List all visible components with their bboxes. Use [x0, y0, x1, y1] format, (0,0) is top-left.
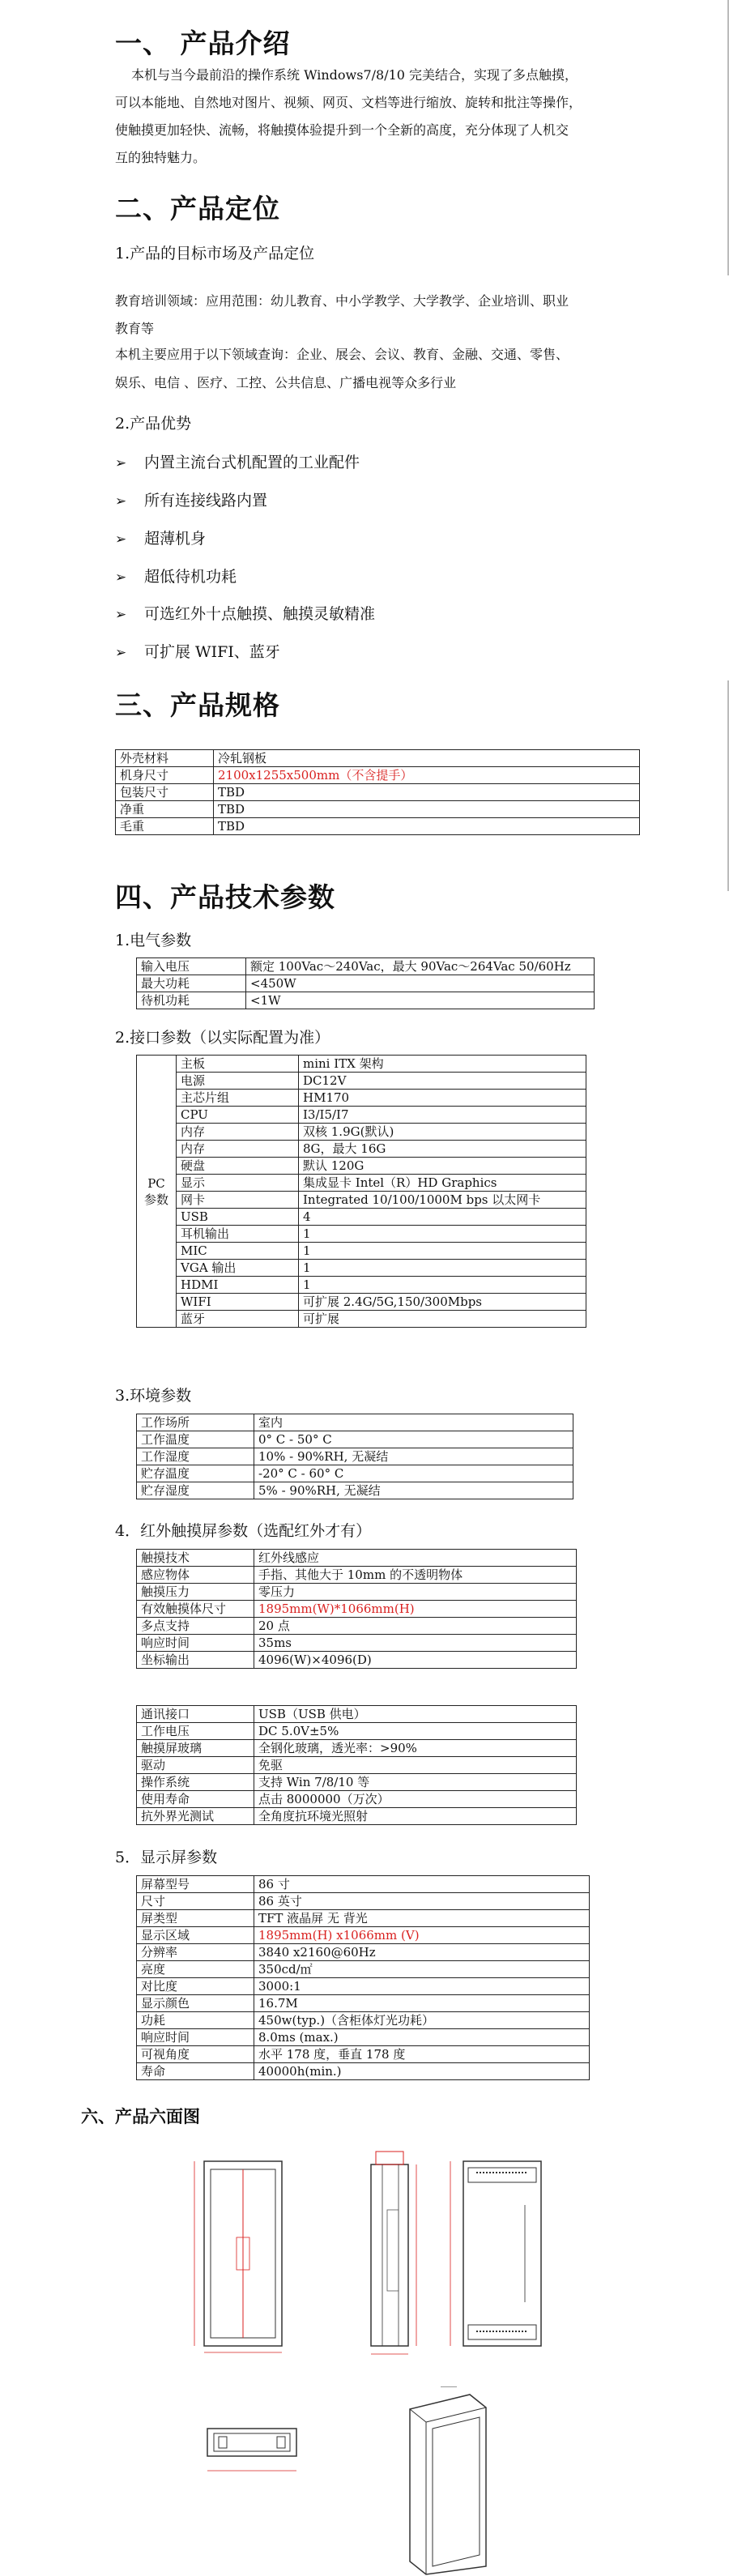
spec-value: 450w(typ.)（含柜体灯光功耗）	[254, 2012, 590, 2029]
spec-key: 工作温度	[137, 1431, 254, 1448]
arrow-bullet-icon: ➢	[115, 569, 127, 586]
spec-key: 耳机输出	[177, 1226, 299, 1243]
table-row	[137, 975, 595, 992]
table-row	[137, 1584, 577, 1601]
spec-key: 贮存温度	[137, 1465, 254, 1482]
table-row	[137, 1056, 586, 1073]
spec-key: 响应时间	[137, 1635, 254, 1652]
spec-value: 5% - 90%RH, 无凝结	[254, 1482, 573, 1499]
spec-key: MIC	[177, 1243, 299, 1260]
touch-table-2	[136, 1705, 577, 1825]
spec-value: 86 英寸	[254, 1893, 590, 1910]
spec-key: 机身尺寸	[116, 767, 214, 784]
table-row	[116, 801, 640, 818]
spec-value: 1	[299, 1260, 586, 1277]
spec-key: 输入电压	[137, 958, 246, 975]
spec-value: 1895mm(H) x1066mm (V)	[254, 1927, 590, 1944]
table-row	[137, 1124, 586, 1141]
spec-value: 支持 Win 7/8/10 等	[254, 1774, 577, 1791]
spec-key: 毛重	[116, 818, 214, 835]
arrow-bullet-icon: ➢	[115, 645, 127, 661]
spec-key: 待机功耗	[137, 992, 246, 1009]
table-row	[137, 1209, 586, 1226]
spec-key: 显示	[177, 1175, 299, 1192]
table-row	[137, 1808, 577, 1825]
spec-value: TBD	[214, 784, 640, 801]
spec-key: 贮存湿度	[137, 1482, 254, 1499]
table-row	[137, 1652, 577, 1669]
table-row	[137, 1893, 590, 1910]
spec-key: 外壳材料	[116, 750, 214, 767]
spec-value: <450W	[246, 975, 595, 992]
table-row	[137, 1141, 586, 1158]
table-row	[116, 750, 640, 767]
table-row	[137, 1978, 590, 1995]
market-line-3: 本机主要应用于以下领域查询：企业、展会、会议、教育、金融、交通、零售、	[115, 347, 569, 362]
spec-value: 10% - 90%RH, 无凝结	[254, 1448, 573, 1465]
electrical-table	[136, 957, 595, 1009]
table-row	[137, 1723, 577, 1740]
intro-line-4: 互的独特魅力。	[115, 150, 207, 165]
spec-value: DC12V	[299, 1073, 586, 1090]
intro-line-3: 使触摸更加轻快、流畅，将触摸体验提升到一个全新的高度，充分体现了人机交	[115, 122, 569, 138]
spec-key: 亮度	[137, 1961, 254, 1978]
spec-value: 1	[299, 1277, 586, 1294]
table-row	[137, 1107, 586, 1124]
sub-title-advantages: 2.产品优势	[115, 415, 192, 433]
table-row	[137, 1961, 590, 1978]
spec-key: 触摸技术	[137, 1550, 254, 1567]
spec-key: 屏幕型号	[137, 1876, 254, 1893]
spec-value: 全角度抗环境光照射	[254, 1808, 577, 1825]
spec-key: 工作湿度	[137, 1448, 254, 1465]
back-view-drawing	[444, 2156, 549, 2359]
spec-key: 电源	[177, 1073, 299, 1090]
advantage-item: ➢ 内置主流台式机配置的工业配件	[115, 454, 360, 471]
table-row	[137, 958, 595, 975]
spec-value: TBD	[214, 801, 640, 818]
table-row	[137, 1601, 577, 1618]
section-title-specs: 三、产品规格	[115, 689, 280, 721]
section-title-views: 六、产品六面图	[81, 2107, 200, 2126]
table-row	[137, 1294, 586, 1311]
spec-value: 点击 8000000（万次）	[254, 1791, 577, 1808]
table-row	[137, 1090, 586, 1107]
spec-key: 净重	[116, 801, 214, 818]
spec-key: WIFI	[177, 1294, 299, 1311]
spec-value: 1895mm(W)*1066mm(H)	[254, 1601, 577, 1618]
spec-key: 响应时间	[137, 2029, 254, 2046]
market-line-4: 娱乐、电信 、医疗、工控、公共信息、广播电视等众多行业	[115, 375, 457, 390]
spec-value: 40000h(min.)	[254, 2063, 590, 2080]
spec-value: 可扩展	[299, 1311, 586, 1328]
spec-value: 额定 100Vac～240Vac，最大 90Vac～264Vac 50/60Hz	[246, 958, 595, 975]
market-line-1: 教育培训领域：应用范围：幼儿教育、中小学教学、大学教学、企业培训、职业	[115, 293, 569, 309]
table-row	[137, 1757, 577, 1774]
spec-key: 有效触摸体尺寸	[137, 1601, 254, 1618]
table-row	[137, 1073, 586, 1090]
spec-key: 多点支持	[137, 1618, 254, 1635]
spec-value: 集成显卡 Intel（R）HD Graphics	[299, 1175, 586, 1192]
table-row	[137, 1944, 590, 1961]
table-row	[116, 784, 640, 801]
section-title-intro: 一、 产品介绍	[115, 28, 291, 59]
table-row	[137, 1192, 586, 1209]
arrow-bullet-icon: ➢	[115, 607, 127, 623]
sub-title-electrical: 1.电气参数	[115, 932, 192, 949]
spec-value: <1W	[246, 992, 595, 1009]
spec-key: 网卡	[177, 1192, 299, 1209]
spec-value: 免驱	[254, 1757, 577, 1774]
table-row	[116, 818, 640, 835]
spec-value: 8.0ms (max.)	[254, 2029, 590, 2046]
table-row	[137, 1277, 586, 1294]
table-row	[137, 1465, 573, 1482]
spec-key: HDMI	[177, 1277, 299, 1294]
spec-key: 最大功耗	[137, 975, 246, 992]
spec-key: USB	[177, 1209, 299, 1226]
spec-value: DC 5.0V±5%	[254, 1723, 577, 1740]
spec-key: 包装尺寸	[116, 784, 214, 801]
section-title-technical: 四、产品技术参数	[115, 881, 335, 913]
spec-key: 触摸屏玻璃	[137, 1740, 254, 1757]
spec-value: 4	[299, 1209, 586, 1226]
spec-key: 硬盘	[177, 1158, 299, 1175]
ports-table	[136, 1055, 586, 1328]
table-row	[137, 1175, 586, 1192]
spec-value: 水平 178 度，垂直 178 度	[254, 2046, 590, 2063]
spec-value: 双核 1.9G(默认)	[299, 1124, 586, 1141]
spec-value: 可扩展 2.4G/5G,150/300Mbps	[299, 1294, 586, 1311]
advantage-item: ➢ 可扩展 WIFI、蓝牙	[115, 643, 280, 661]
table-row	[137, 1414, 573, 1431]
spec-value: 16.7M	[254, 1995, 590, 2012]
spec-value: Integrated 10/100/1000M bps 以太网卡	[299, 1192, 586, 1209]
spec-key: 抗外界光测试	[137, 1808, 254, 1825]
spec-key: 主板	[177, 1056, 299, 1073]
spec-value: 3000:1	[254, 1978, 590, 1995]
spec-key: 蓝牙	[177, 1311, 299, 1328]
table-row	[137, 1740, 577, 1757]
table-row	[137, 1876, 590, 1893]
spec-key: 寿命	[137, 2063, 254, 2080]
sub-title-display: 5．显示屏参数	[115, 1849, 218, 1866]
arrow-bullet-icon: ➢	[115, 493, 127, 510]
spec-key: 对比度	[137, 1978, 254, 1995]
table-row	[116, 767, 640, 784]
top-view-drawing	[202, 2420, 308, 2485]
spec-value: USB（USB 供电）	[254, 1706, 577, 1723]
table-row	[137, 1550, 577, 1567]
intro-line-1: 本机与当今最前沿的操作系统 Windows7/8/10 完美结合，实现了多点触摸，	[131, 67, 578, 83]
table-row	[137, 2012, 590, 2029]
table-row	[137, 1910, 590, 1927]
spec-table	[115, 749, 640, 835]
spec-key: CPU	[177, 1107, 299, 1124]
front-view-drawing	[188, 2156, 293, 2359]
spec-value: 86 寸	[254, 1876, 590, 1893]
spec-key: VGA 输出	[177, 1260, 299, 1277]
table-row	[137, 1243, 586, 1260]
spec-value: 室内	[254, 1414, 573, 1431]
display-table	[136, 1875, 590, 2080]
spec-value: mini ITX 架构	[299, 1056, 586, 1073]
market-line-2: 教育等	[115, 321, 155, 336]
spec-value: 默认 120G	[299, 1158, 586, 1175]
table-row	[137, 1431, 573, 1448]
environment-table	[136, 1414, 573, 1499]
table-row	[137, 2046, 590, 2063]
table-row	[137, 2063, 590, 2080]
spec-key: 功耗	[137, 2012, 254, 2029]
spec-value: 手指、其他大于 10mm 的不透明物体	[254, 1567, 577, 1584]
spec-value: 350cd/㎡	[254, 1961, 590, 1978]
spec-key: 分辨率	[137, 1944, 254, 1961]
sub-title-market: 1.产品的目标市场及产品定位	[115, 245, 315, 262]
table-row	[137, 1311, 586, 1328]
spec-key: 主芯片组	[177, 1090, 299, 1107]
spec-key: 感应物体	[137, 1567, 254, 1584]
spec-key: 使用寿命	[137, 1791, 254, 1808]
spec-value: 红外线感应	[254, 1550, 577, 1567]
sub-title-touch: 4．红外触摸屏参数（选配红外才有）	[115, 1522, 372, 1540]
section-title-positioning: 二、产品定位	[115, 193, 280, 224]
spec-key: 内存	[177, 1141, 299, 1158]
spec-value: 20 点	[254, 1618, 577, 1635]
table-row	[137, 1791, 577, 1808]
intro-line-2: 可以本能地、自然地对图片、视频、网页、文档等进行缩放、旋转和批注等操作，	[115, 95, 582, 110]
table-row	[137, 1448, 573, 1465]
table-row	[137, 1226, 586, 1243]
spec-value: 1	[299, 1243, 586, 1260]
spec-value: 2100x1255x500mm（不含提手）	[214, 767, 640, 784]
spec-value: -20° C - 60° C	[254, 1465, 573, 1482]
spec-key: 驱动	[137, 1757, 254, 1774]
table-row	[137, 1260, 586, 1277]
spec-key: 工作电压	[137, 1723, 254, 1740]
table-row	[137, 1927, 590, 1944]
spec-key: 通讯接口	[137, 1706, 254, 1723]
table-row	[137, 1635, 577, 1652]
spec-key: 操作系统	[137, 1774, 254, 1791]
table-row	[137, 2029, 590, 2046]
touch-table	[136, 1549, 577, 1669]
table-row	[137, 1158, 586, 1175]
table-row	[137, 1482, 573, 1499]
spec-key: 屏类型	[137, 1910, 254, 1927]
arrow-bullet-icon: ➢	[115, 455, 127, 471]
spec-value: 8G，最大 16G	[299, 1141, 586, 1158]
spec-key: 显示颜色	[137, 1995, 254, 2012]
arrow-bullet-icon: ➢	[115, 531, 127, 548]
spec-value: HM170	[299, 1090, 586, 1107]
spec-value: 0° C - 50° C	[254, 1431, 573, 1448]
spec-key: 可视角度	[137, 2046, 254, 2063]
spec-value: 3840 x2160@60Hz	[254, 1944, 590, 1961]
advantage-item: ➢ 可选红外十点触摸、触摸灵敏精准	[115, 605, 376, 623]
spec-key: 触摸压力	[137, 1584, 254, 1601]
advantage-item: ➢ 所有连接线路内置	[115, 492, 268, 510]
advantage-item: ➢ 超低待机功耗	[115, 568, 237, 586]
spec-value: 全钢化玻璃，透光率：>90%	[254, 1740, 577, 1757]
table-row	[137, 1995, 590, 2012]
side-view-drawing	[342, 2145, 439, 2364]
table-row	[137, 1567, 577, 1584]
spec-value: 零压力	[254, 1584, 577, 1601]
spec-value: 4096(W)×4096(D)	[254, 1652, 577, 1669]
spec-value: 35ms	[254, 1635, 577, 1652]
spec-key: 工作场所	[137, 1414, 254, 1431]
spec-key: 内存	[177, 1124, 299, 1141]
sub-title-environment: 3.环境参数	[115, 1387, 192, 1405]
isometric-view-drawing	[395, 2386, 501, 2576]
group-label: PC 参数	[137, 1056, 177, 1328]
table-row	[137, 1618, 577, 1635]
advantage-item: ➢ 超薄机身	[115, 530, 207, 548]
spec-value: TFT 液晶屏 无 背光	[254, 1910, 590, 1927]
sub-title-ports: 2.接口参数（以实际配置为准）	[115, 1029, 330, 1047]
spec-value: TBD	[214, 818, 640, 835]
spec-value: I3/I5/I7	[299, 1107, 586, 1124]
table-row	[137, 1706, 577, 1723]
spec-key: 坐标输出	[137, 1652, 254, 1669]
table-row	[137, 1774, 577, 1791]
spec-key: 显示区域	[137, 1927, 254, 1944]
table-row	[137, 992, 595, 1009]
spec-key: 尺寸	[137, 1893, 254, 1910]
spec-value: 1	[299, 1226, 586, 1243]
spec-value: 冷轧钢板	[214, 750, 640, 767]
